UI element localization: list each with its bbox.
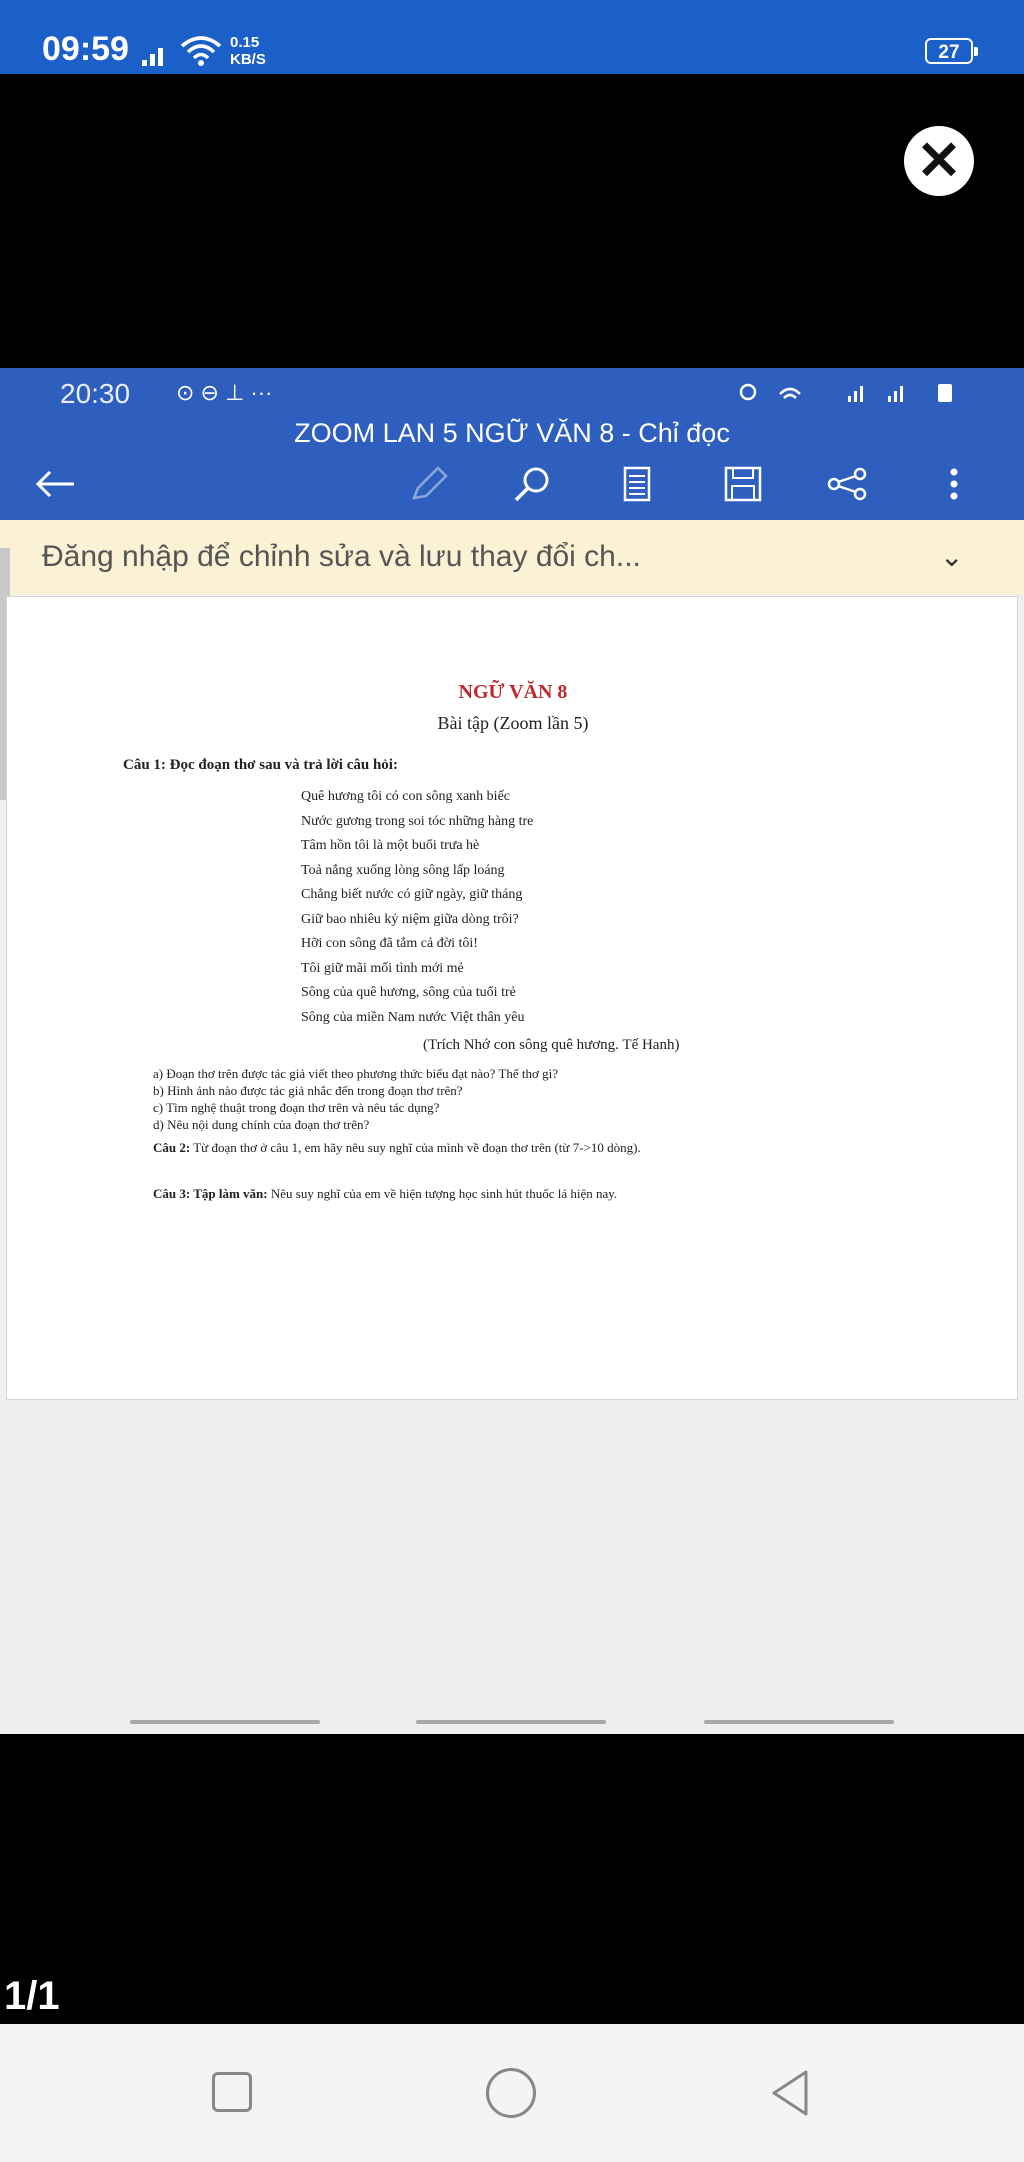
chevron-down-icon[interactable]: ⌄ bbox=[940, 541, 964, 572]
page-indicator bbox=[416, 1720, 606, 1724]
recents-button[interactable] bbox=[212, 2072, 252, 2112]
inner-status-notification-icons: ⊙ ⊖ ⊥ ··· bbox=[176, 380, 273, 405]
sub-question: a) Đoạn thơ trên được tác giả viết theo phương thức biểu đạt nào? Thể thơ gì? bbox=[153, 1066, 559, 1081]
image-page-count: 1/1 bbox=[4, 1974, 60, 2018]
question-3-label: Câu 3: Tập làm văn: bbox=[153, 1186, 268, 1201]
page-indicator bbox=[130, 1720, 320, 1724]
sub-question: d) Nêu nội dung chính của đoạn thơ trên? bbox=[153, 1117, 370, 1132]
inner-status-system-icons bbox=[738, 380, 968, 404]
question-3 bbox=[153, 1185, 913, 1202]
close-icon: ✕ bbox=[916, 131, 962, 191]
back-arrow-icon[interactable] bbox=[30, 462, 80, 506]
back-triangle-icon[interactable] bbox=[766, 2066, 814, 2120]
poem-line: Toả nắng xuống lòng sông lấp loáng bbox=[301, 862, 505, 878]
page-indicator bbox=[704, 1720, 894, 1724]
poem-line: Tâm hồn tôi là một buổi trưa hè bbox=[301, 838, 480, 853]
close-button[interactable] bbox=[904, 126, 974, 196]
share-icon[interactable] bbox=[822, 462, 872, 506]
pencil-icon[interactable] bbox=[404, 462, 454, 506]
question-2-text: Từ đoạn thơ ở câu 1, em hãy nêu suy nghĩ của mình về đoạn thơ trên (từ 7->10 dòng). bbox=[190, 1140, 641, 1155]
document-page bbox=[6, 596, 1018, 1400]
poem-line: Sông của miền Nam nước Việt thân yêu bbox=[301, 1009, 525, 1025]
more-vertical-icon[interactable] bbox=[940, 462, 990, 506]
doc-heading: NGỮ VĂN 8 bbox=[458, 681, 568, 703]
sub-question-list bbox=[153, 1065, 558, 1133]
outer-status-time: 09:59 bbox=[42, 30, 129, 68]
poem-line: Hỡi con sông đã tắm cả đời tôi! bbox=[301, 936, 478, 951]
network-speed-value: 0.15 bbox=[230, 34, 260, 51]
battery-indicator: 27 bbox=[925, 38, 973, 64]
sub-question: c) Tìm nghệ thuật trong đoạn thơ trên và nêu tác dụng? bbox=[153, 1100, 440, 1115]
inner-status-time: 20:30 bbox=[60, 378, 131, 409]
poem-line: Giữ bao nhiêu kỷ niệm giữa dòng trôi? bbox=[301, 911, 519, 927]
wifi-icon bbox=[180, 34, 222, 68]
poem-citation: (Trích Nhớ con sông quê hương. Tế Hanh) bbox=[423, 1037, 680, 1053]
search-icon[interactable] bbox=[508, 462, 558, 506]
poem-line: Quê hương tôi có con sông xanh biếc bbox=[301, 789, 511, 804]
network-speed bbox=[230, 34, 266, 68]
doc-subheading: Bài tập (Zoom lần 5) bbox=[437, 713, 589, 733]
poem-line: Nước gương trong soi tóc những hàng tre bbox=[301, 813, 534, 829]
login-banner-text: Đăng nhập để chỉnh sửa và lưu thay đổi ch... bbox=[42, 540, 641, 573]
poem-line: Tôi giữ mãi mối tình mới mẻ bbox=[301, 960, 464, 976]
network-speed-unit: KB/S bbox=[230, 51, 266, 68]
sub-question: b) Hình ảnh nào được tác giả nhắc đến trong đoạn thơ trên? bbox=[153, 1083, 463, 1098]
poem-line: Sông của quê hương, sông của tuổi trẻ bbox=[301, 985, 516, 1000]
reading-view-icon[interactable] bbox=[612, 462, 662, 506]
question-2 bbox=[153, 1139, 913, 1156]
signal-icon bbox=[142, 44, 172, 66]
home-button[interactable] bbox=[486, 2068, 536, 2118]
poem-line: Chẳng biết nước có giữ ngày, giữ tháng bbox=[301, 887, 523, 902]
document-title: ZOOM LAN 5 NGỮ VĂN 8 - Chỉ đọc bbox=[294, 418, 730, 448]
question-1-title: Câu 1: Đọc đoạn thơ sau và trả lời câu hỏi: bbox=[123, 757, 398, 773]
question-3-text: Nêu suy nghĩ của em về hiện tượng học sinh hút thuốc lá hiện nay. bbox=[267, 1186, 618, 1201]
poem bbox=[301, 785, 533, 1030]
save-icon[interactable] bbox=[718, 462, 768, 506]
question-2-label: Câu 2: bbox=[153, 1140, 191, 1155]
